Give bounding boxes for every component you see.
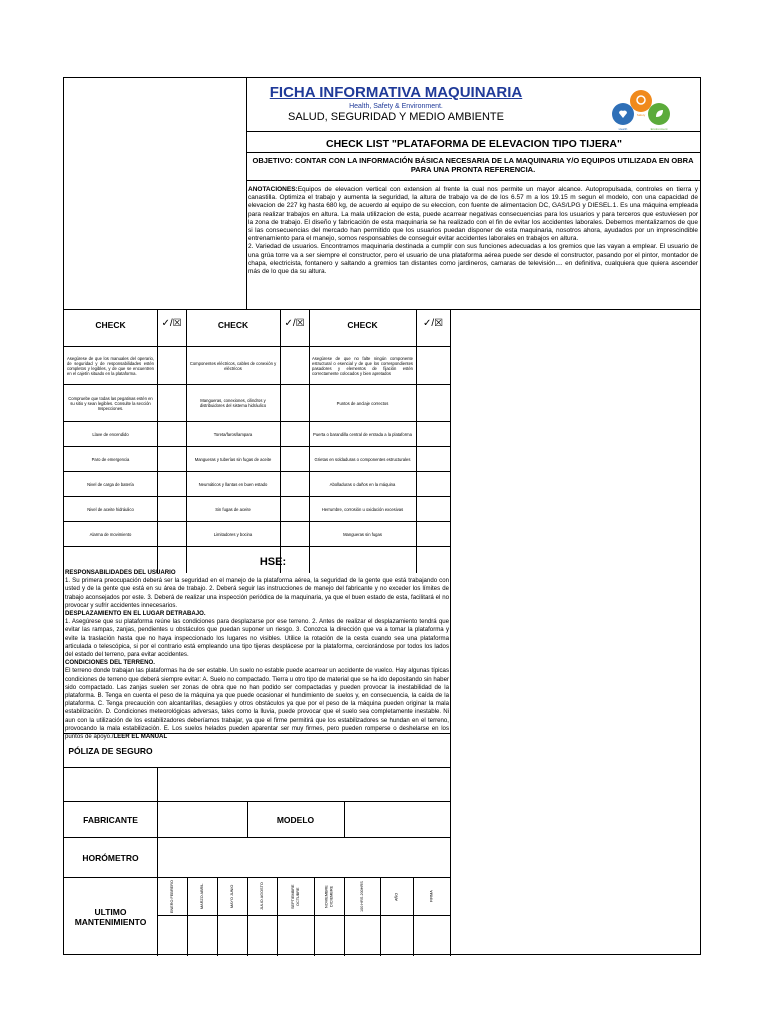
- hse-body: RESPONSABILIDADES DEL USUARIO 1. Su primera preocupación deberá ser la seguridad en el manejo de la plataforma aérea, la seguridad de la gente que está trabajando con usted y de la gente que está en su área de trabajo. 2. Deberá seguir las instrucciones de manejo del fabricante y no exceder los límites de trabajo aconsejados por este. 3. Deberá de realizar una inspección periódica de la maquinaria, ya que el buen estado de esta, facilitará el no provocar y sufrir accidentes innecesarios. DESPLAZAMIENTO EN EL LUGAR DETRABAJO. 1. Asegúrese que su plataforma reúne las condiciones para desplazarse por ese terreno. 2. Antes de realizar el desplazamiento tendrá que evitar las rampas, zanjas, pendientes u obstáculos que puedan suponer un riesgo. 3. Conozca la dirección que va a tomar la plataforma y evite la traslación hasta que no haya inspeccionado los lugares no visibles. Utilice la rotación de la cesta cuando sea una plataforma articulada o telescópica, si por el contrario está empleando una tipo tijeras desplácese por la plataforma, cerciorándose por todos los lados del estado del terreno, para evitar accidentes. CONDICIONES DEL TERRENO. El terreno donde trabajan las plataformas ha de ser estable. Un suelo no estable puede acarrear un accidente de vuelco. Hay algunas típicas condiciones de terreno que deberá siempre evitar: A. Suelo no compactado. Tierra u otro tipo de material que se ha ido depositando sin haber sido compactado. Las zanjas suelen ser zonas de obra que no han podido ser compactadas y pueden provocar la inestabilidad de la plataforma. B. Tenga en cuenta el peso de la máquina ya que puede ocasionar el hundimiento de suelos y, en consecuencia, la caída de la plataforma. C. Tenga precaución con alcantarillas, desagües y otros obstáculos ya que por el peso de la máquina pueden originar la mala estabilización. D. Condiciones meteorológicas adversas, tales como la lluvia, puede provocar que el suelo sea completamente inestable. Ni aun con la utilización de los estabilizadores deberíamos trabajar, ya que el firme permitirá que los estabilizadores se hundan en el terreno, provocando la mala estabilización. E. Los suelos helados pueden aparentar ser muy firmes, pero pueden romperse o deshelarse en los puntos de apoyo./LEER EL MANUAL: [65, 569, 449, 741]
- month-header: MARZO ABRIL: [200, 883, 204, 910]
- month-header: FIRMA: [429, 890, 434, 903]
- month-header: MAYO JUNIO: [230, 884, 234, 909]
- hse-subtitle-es: SALUD, SEGURIDAD Y MEDIO AMBIENTE: [288, 111, 504, 123]
- checklist-title: CHECK LIST "PLATAFORMA DE ELEVACION TIPO TIJERA": [326, 138, 622, 150]
- hse-logo: [604, 83, 679, 133]
- check-item: Puntos de anclaje correctos: [336, 400, 389, 406]
- policy-field[interactable]: [158, 734, 450, 767]
- check-item: Nivel de carga de batería: [87, 481, 134, 487]
- safety-circle: [630, 90, 652, 112]
- model-field[interactable]: [345, 802, 450, 837]
- check-item: Abolladuras o daños en la máquina: [329, 481, 396, 487]
- hse-title: HSE:: [259, 556, 287, 568]
- month-header: NOVIEMBRE DICIEMBRE: [324, 885, 334, 908]
- svg-text:Health: Health: [618, 127, 628, 131]
- document-title: FICHA INFORMATIVA MAQUINARIA: [269, 84, 523, 101]
- check-item: Componentes eléctricos, cables de conexión y eléctricos: [189, 360, 277, 371]
- svg-text:Safety: Safety: [636, 113, 646, 117]
- check-item: Neumáticos y llantas en buen estado: [198, 481, 268, 487]
- check-item: Mangueras, conexiones, cilindros y distribuidores del sistema hidráulico: [199, 398, 267, 408]
- month-header: AÑO: [394, 892, 399, 901]
- check-header-3: CHECK: [347, 320, 378, 330]
- check-x-icon: ✓/☒: [284, 318, 305, 329]
- check-item: Mangueras sin fugas: [343, 531, 382, 537]
- check-item: Sin fugas de aceite: [215, 506, 251, 512]
- month-header: 100 HRS 200HRS: [360, 881, 364, 912]
- check-x-icon: ✓/☒: [422, 318, 444, 329]
- check-item: Herrumbre, corrosión u oxidación excesivas: [321, 506, 404, 512]
- hours-field[interactable]: [158, 838, 450, 877]
- month-header: SEPTIEMBRE OCTUBRE: [291, 884, 300, 909]
- check-x-icon: ✓/☒: [161, 318, 182, 329]
- check-item: Alarma de movimiento: [89, 531, 132, 537]
- month-header: ENERO FEBRERO: [170, 880, 174, 913]
- check-item: Llave de encendido: [92, 431, 129, 437]
- last-maintenance-label: ULTIMO MANTENIMIENTO: [74, 907, 147, 927]
- check-item: Nivel de aceite hidráulico: [87, 506, 134, 512]
- model-label: MODELO: [276, 814, 315, 825]
- check-header-1: CHECK: [95, 320, 126, 330]
- check-item: Grietas en soldaduras o componentes estructurales: [314, 456, 411, 462]
- check-item: Limitadores y bocina: [213, 531, 253, 537]
- notes-text: ANOTACIONES:Equipos de elevacion vertical con extension al frente la cual nos permite un mayor alcance. Autopropulsada, controles en tierra y canastilla. Optimiza el trabajo y aumenta la seguridad, la altura de trabajo va de de los 6.57 m a los 19.15 m segun el modelo, con una capacidad de elevacion de 227 kg hasta 680 kg, de acuerdo al equipo de su eleccion, con fuente de alimentacion DC, GAS/LPG y DIESEL.1. Es una máquina empleada para realizar trabajos en altura. La mala utilizacion de esta, puede acarrear negativas consecuencias para los usuarios y para terceros que estuviesen por la zona de trabajo. El diseño y fabricación de esta maquinaria se ha realizado con el fin de evitar los accidentes laborales. Debemos mentalizarnos de que si las consecuencias del mercado han permitido que los usuarios puedan disponer de esta maquinaria, nosotros ahora, ayudados por un imprescindible entrenamiento para el manejo, somos responsables de conseguir evitar accidentes laborales en trabajos en altura. 2. Variedad de usuarios. Encontramos maquinaria destinada a cumplir con sus funciones adecuadas a los gremios que las vayan a emplear. El usuario de una grúa torre va a ser siempre el constructor, pero el usuario de una plataforma aérea puede ser desde el constructor, pasando por el pintor, montador de chapa, electricista, fontanero y saltando a gremios tan distantes como jardineros, camaras de televisión.... en definitiva, cualquiera que quiera ascender más de lo que da su altura.: [248, 186, 698, 276]
- check-item: Asegúrese de que no falte ningún componente estructural o esencial y de que los correspondientes pasadores y elementos de fijación estén correctamente colocados y bien apretados: [312, 355, 413, 376]
- hours-label: HORÓMETRO: [82, 852, 139, 863]
- check-item: Asegúrese de que los manuales del operario, de seguridad y de responsabilidades estén completos y legibles, y de que se encuentren en el cajetín situado en la plataforma.: [67, 355, 154, 376]
- check-item: Puerta o barandilla central de entrada a la plataforma: [313, 431, 412, 437]
- maker-field[interactable]: [158, 802, 247, 837]
- policy-label: PÓLIZA DE SEGURO: [68, 745, 153, 756]
- check-item: Paro de emergencia: [91, 456, 130, 462]
- objective-text: OBJETIVO: CONTAR CON LA INFORMACIÓN BÁSICA NECESARIA DE LA MAQUINARIA Y/O EQUIPOS UTILIZADA EN OBRA PARA UNA PRONTA REFERENCIA.: [252, 156, 694, 174]
- svg-text:Environment: Environment: [650, 127, 668, 131]
- maker-label: FABRICANTE: [83, 814, 138, 825]
- hse-subtitle-en: Health, Safety & Environment.: [349, 103, 443, 110]
- check-header-2: CHECK: [217, 320, 249, 330]
- document-page: [63, 77, 701, 955]
- check-item: Mangueras y tuberías sin fugas de aceite: [194, 456, 272, 462]
- check-item: Compruebe que todas las pegatinas estén en su sitio y sean legibles. Consulte la sección Inspecciones.: [68, 395, 153, 411]
- check-item: Toreta/faros/lampara: [213, 431, 253, 437]
- month-header: JULIO AGOSTO: [260, 882, 264, 911]
